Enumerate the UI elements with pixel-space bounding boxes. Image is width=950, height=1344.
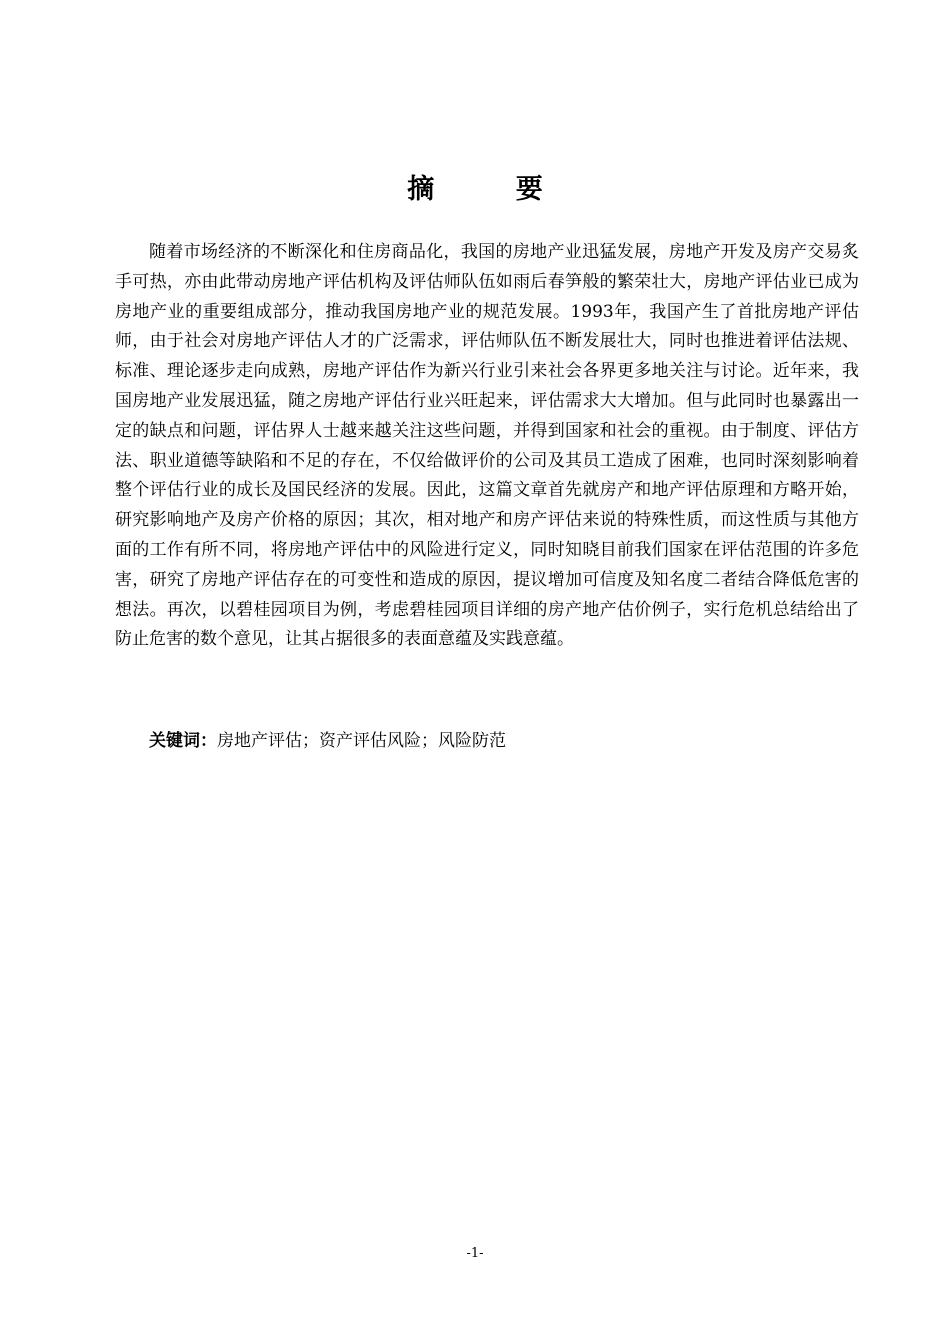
page-number: -1- (466, 1246, 484, 1261)
page-title: 摘 要 (407, 174, 579, 205)
abstract-paragraph: 随着市场经济的不断深化和住房商品化，我国的房地产业迅猛发展，房地产开发及房产交易炙手可热，亦由此带动房地产评估机构及评估师队伍如雨后春笋般的繁荣壮大，房地产评估业已成为房地产业的重要组成部分，推动我国房地产业的规范发展。1993年，我国产生了首批房地产评估师，由于社会对房地产评估人才的广泛需求，评估师队伍不断发展壮大，同时也推进着评估法规、标准、理论逐步走向成熟，房地产评估作为新兴行业引来社会各界更多地关注与讨论。近年来，我国房地产业发展迅猛，随之房地产评估行业兴旺起来，评估需求大大增加。但与此同时也暴露出一定的缺点和问题，评估界人士越来越关注这些问题，并得到国家和社会的重视。由于制度、评估方法、职业道德等缺陷和不足的存在，不仅给做评价的公司及其员工造成了困难，也同时深刻影响着整个评估行业的成长及国民经济的发展。因此，这篇文章首先就房产和地产评估原理和方略开始，研究影响地产及房产价格的原因；其次，相对地产和房产评估来说的特殊性质，而这性质与其他方面的工作有所不同，将房地产评估中的风险进行定义，同时知晓目前我们国家在评估范围的许多危害，研究了房地产评估存在的可变性和造成的原因，提议增加可信度及知名度二者结合降低危害的想法。再次，以碧桂园项目为例，考虑碧桂园项目详细的房产地产估价例子，实行危机总结给出了防止危害的数个意见，让其占据很多的表面意蕴及实践意蕴。 (115, 242, 859, 650)
keywords-label: 关键词： (149, 731, 217, 751)
keywords-line (149, 727, 849, 756)
keywords-value: 房地产评估；资产评估风险；风险防范 (217, 731, 506, 751)
